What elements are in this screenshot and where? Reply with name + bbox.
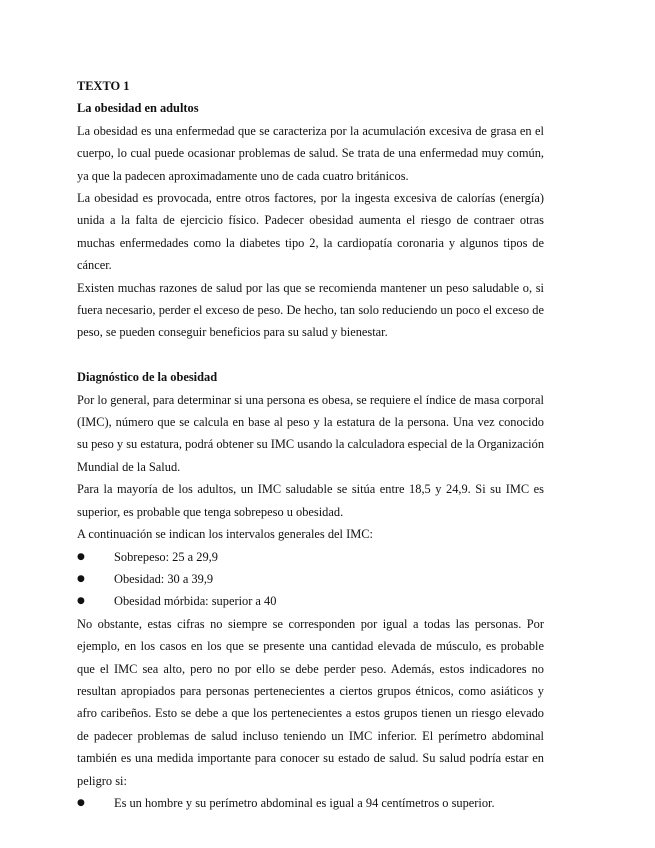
list-item-text: Es un hombre y su perímetro abdominal es igual a 94 centímetros o superior. — [114, 795, 495, 810]
spacer — [77, 344, 544, 366]
bullet-icon: ● — [77, 573, 85, 584]
document-page — [77, 75, 544, 814]
paragraph: Existen muchas razones de salud por las que se recomienda mantener un peso saludable o, si fuera necesario, perder el exceso de peso. De hecho, tan solo reduciendo un poco el exceso de peso, se pueden conseguir beneficios para su salud y bienestar. — [77, 280, 544, 340]
bmi-intervals-list — [77, 546, 544, 613]
paragraph: La obesidad es provocada, entre otros factores, por la ingesta excesiva de calorías (energía) unida a la falta de ejercicio físico. Padecer obesidad aumenta el riesgo de contraer otras muchas enfermedades como la diabetes tipo 2, la cardiopatía coronaria y algunos tipos de cáncer. — [77, 191, 544, 273]
bullet-icon: ● — [77, 551, 85, 562]
list-item — [77, 546, 544, 568]
list-item — [77, 568, 544, 590]
list-item-text: Obesidad mórbida: superior a 40 — [114, 594, 277, 609]
section-title-diagnosis: Diagnóstico de la obesidad — [77, 370, 218, 385]
bullet-icon: ● — [77, 596, 85, 607]
list-item-text: Obesidad: 30 a 39,9 — [114, 571, 214, 586]
paragraph: A continuación se indican los intervalos generales del IMC: — [77, 527, 373, 542]
paragraph: No obstante, estas cifras no siempre se corresponden por igual a todas las personas. Por ejemplo, en los casos en los que se presente una cantidad elevada de músculo, es probable que el IMC sea alto, pero no por ello se debe perder peso. Además, estos indicadores no resultan apropiados para personas pertenecientes a ciertos grupos étnicos, como asiáticos y afro caribeños. Esto se debe a que los pertenecientes a estos grupos tienen un riesgo elevado de padecer problemas de salud incluso teniendo un IMC inferior. El perímetro abdominal también es una medida importante para conocer su estado de salud. Su salud podría estar en peligro si: — [77, 616, 544, 788]
section-title-obesity-adults: La obesidad en adultos — [77, 101, 199, 116]
list-item — [77, 590, 544, 612]
list-item — [77, 792, 544, 814]
risk-list — [77, 792, 544, 814]
paragraph: Para la mayoría de los adultos, un IMC saludable se sitúa entre 18,5 y 24,9. Si su IMC es superior, es probable que tenga sobrepeso u obesidad. — [77, 482, 544, 519]
list-item-text: Sobrepeso: 25 a 29,9 — [114, 549, 218, 564]
paragraph: Por lo general, para determinar si una persona es obesa, se requiere el índice de masa corporal (IMC), número que se calcula en base al peso y la estatura de la persona. Una vez conocido su peso y su estatura, podrá obtener su IMC usando la calculadora especial de la Organización Mundial de la Salud. — [77, 392, 545, 474]
paragraph: La obesidad es una enfermedad que se caracteriza por la acumulación excesiva de grasa en el cuerpo, lo cual puede ocasionar problemas de salud. Se trata de una enfermedad muy común, ya que la padecen aproximadamente uno de cada cuatro británicos. — [77, 123, 544, 183]
bullet-icon: ● — [77, 797, 85, 808]
document-label: TEXTO 1 — [77, 79, 130, 93]
